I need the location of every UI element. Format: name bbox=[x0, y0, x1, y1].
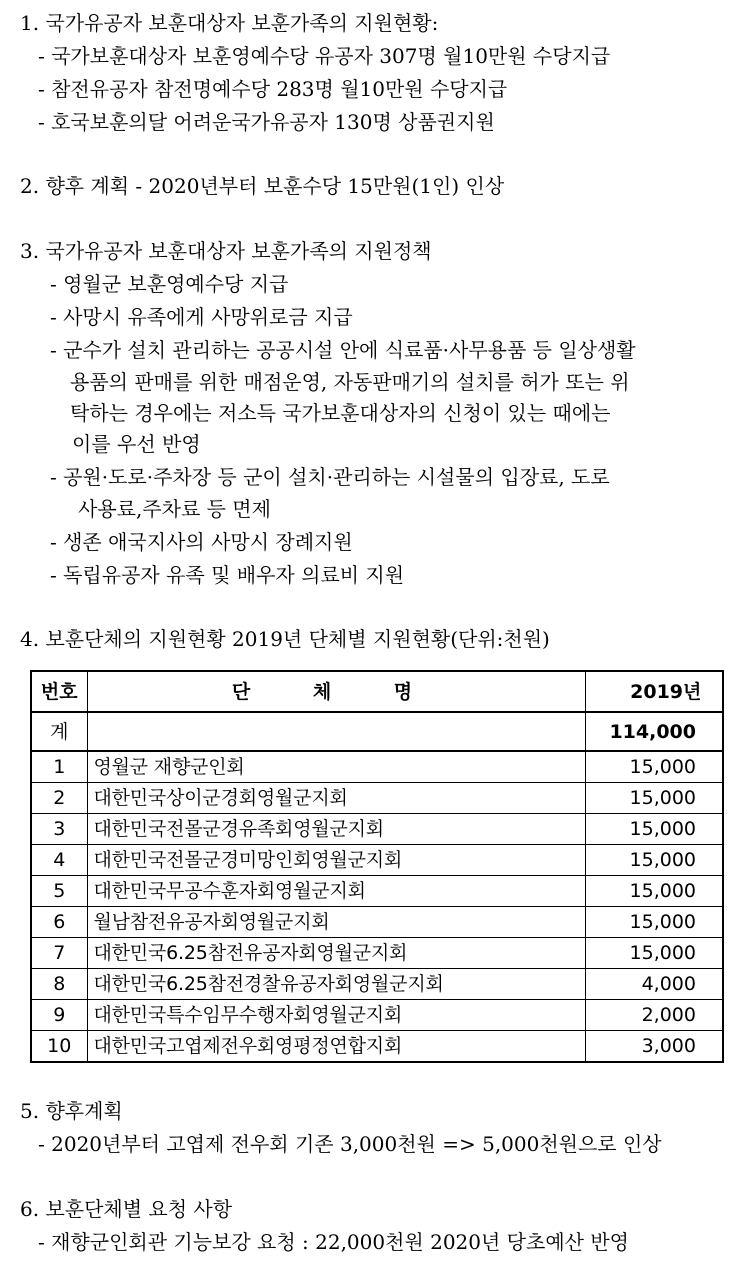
table-row bbox=[31, 751, 723, 783]
table-row bbox=[31, 907, 723, 938]
header-no: 번호 bbox=[31, 671, 87, 712]
total-empty bbox=[87, 712, 585, 751]
section-3-line: - 사망시 유족에게 사망위로금 지급 bbox=[50, 305, 353, 329]
row-no: 4 bbox=[31, 845, 87, 876]
row-amount: 15,000 bbox=[585, 751, 723, 783]
row-no: 9 bbox=[31, 1000, 87, 1031]
table-total-row bbox=[31, 712, 723, 751]
total-label: 계 bbox=[31, 712, 87, 751]
row-org: 대한민국6.25참전유공자회영월군지회 bbox=[87, 938, 585, 969]
total-amount: 114,000 bbox=[585, 712, 723, 751]
row-org: 대한민국고엽제전우회영평정연합지회 bbox=[87, 1031, 585, 1063]
section-6-heading: 6. 보훈단체별 요청 사항 bbox=[20, 1197, 233, 1221]
table-row bbox=[31, 1031, 723, 1063]
section-5-heading: 5. 향후계획 bbox=[20, 1099, 123, 1123]
row-org: 대한민국상이군경회영월군지회 bbox=[87, 783, 585, 814]
section-2-heading: 2. 향후 계획 - 2020년부터 보훈수당 15만원(1인) 인상 bbox=[20, 174, 505, 198]
row-org: 대한민국전몰군경미망인회영월군지회 bbox=[87, 845, 585, 876]
row-org: 대한민국전몰군경유족회영월군지회 bbox=[87, 814, 585, 845]
table-row bbox=[31, 814, 723, 845]
row-no: 8 bbox=[31, 969, 87, 1000]
row-amount: 15,000 bbox=[585, 876, 723, 907]
table-row bbox=[31, 1000, 723, 1031]
section-3-line: 이를 우선 반영 bbox=[72, 432, 201, 456]
section-6-item: - 재향군인회관 기능보강 요청 : 22,000천원 2020년 당초예산 반영 bbox=[38, 1230, 629, 1254]
row-no: 6 bbox=[31, 907, 87, 938]
header-org: 단 체 명 bbox=[87, 671, 585, 712]
section-3-heading: 3. 국가유공자 보훈대상자 보훈가족의 지원정책 bbox=[20, 239, 432, 263]
section-1-item: - 호국보훈의달 어려운국가유공자 130명 상품권지원 bbox=[38, 110, 495, 134]
row-org: 대한민국무공수훈자회영월군지회 bbox=[87, 876, 585, 907]
table-header-row bbox=[31, 671, 723, 712]
section-3-line: - 영월군 보훈영예수당 지급 bbox=[50, 272, 289, 296]
row-amount: 15,000 bbox=[585, 845, 723, 876]
row-no: 7 bbox=[31, 938, 87, 969]
row-no: 2 bbox=[31, 783, 87, 814]
section-5-item: - 2020년부터 고엽제 전우회 기존 3,000천원 => 5,000천원으로 인상 bbox=[38, 1132, 662, 1156]
table-row bbox=[31, 783, 723, 814]
section-1-heading: 1. 국가유공자 보훈대상자 보훈가족의 지원현황: bbox=[20, 11, 439, 35]
row-no: 5 bbox=[31, 876, 87, 907]
row-org: 대한민국6.25참전경찰유공자회영월군지회 bbox=[87, 969, 585, 1000]
row-org: 영월군 재향군인회 bbox=[87, 751, 585, 783]
row-amount: 15,000 bbox=[585, 783, 723, 814]
section-3-line: 사용료,주차료 등 면제 bbox=[78, 497, 271, 521]
header-amount: 2019년 bbox=[585, 671, 723, 712]
section-4-heading: 4. 보훈단체의 지원현황 2019년 단체별 지원현황(단위:천원) bbox=[20, 627, 550, 651]
section-1-item: - 국가보훈대상자 보훈영예수당 유공자 307명 월10만원 수당지급 bbox=[38, 44, 611, 68]
section-1-item: - 참전유공자 참전명예수당 283명 월10만원 수당지급 bbox=[38, 77, 508, 101]
section-3-line: - 독립유공자 유족 및 배우자 의료비 지원 bbox=[50, 563, 405, 587]
table-row bbox=[31, 845, 723, 876]
row-amount: 3,000 bbox=[585, 1031, 723, 1063]
row-amount: 15,000 bbox=[585, 907, 723, 938]
row-org: 월남참전유공자회영월군지회 bbox=[87, 907, 585, 938]
row-amount: 15,000 bbox=[585, 814, 723, 845]
section-3-line: - 군수가 설치 관리하는 공공시설 안에 식료품·사무용품 등 일상생활 bbox=[50, 338, 636, 362]
section-3-line: 용품의 판매를 위한 매점운영, 자동판매기의 설치를 허가 또는 위 bbox=[70, 370, 630, 394]
row-no: 1 bbox=[31, 751, 87, 783]
table-row bbox=[31, 969, 723, 1000]
row-amount: 15,000 bbox=[585, 938, 723, 969]
table-row bbox=[31, 938, 723, 969]
row-amount: 2,000 bbox=[585, 1000, 723, 1031]
section-3-line: 탁하는 경우에는 저소득 국가보훈대상자의 신청이 있는 때에는 bbox=[70, 401, 611, 425]
section-3-line: - 공원·도로·주차장 등 군이 설치·관리하는 시설물의 입장료, 도로 bbox=[50, 465, 610, 489]
section-3-line: - 생존 애국지사의 사망시 장례지원 bbox=[50, 530, 353, 554]
row-org: 대한민국특수임무수행자회영월군지회 bbox=[87, 1000, 585, 1031]
row-amount: 4,000 bbox=[585, 969, 723, 1000]
support-table bbox=[30, 670, 724, 1063]
row-no: 3 bbox=[31, 814, 87, 845]
table-row bbox=[31, 876, 723, 907]
row-no: 10 bbox=[31, 1031, 87, 1063]
